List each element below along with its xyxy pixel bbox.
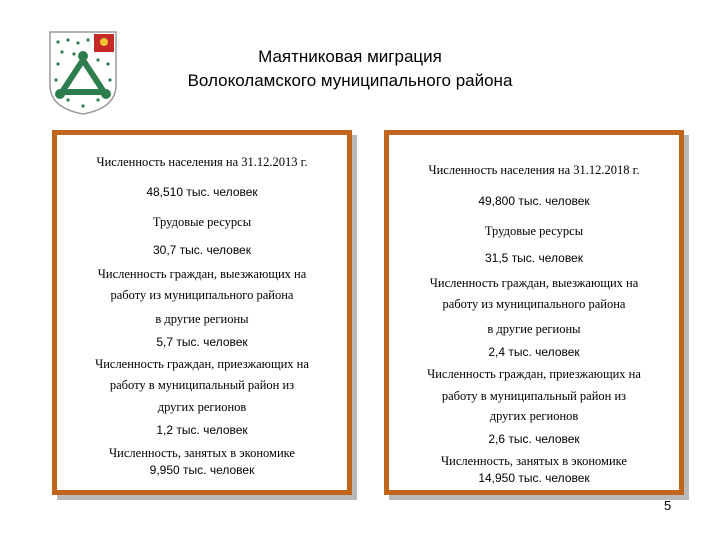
outbound-label-2: работу из муниципального района (110, 288, 294, 302)
inbound-value: 2,6 тыс. человек (488, 432, 580, 446)
stats-panel-2013 (52, 130, 352, 495)
labor-value: 31,5 тыс. человек (485, 251, 583, 265)
title-line-2: Волоколамского муниципального района (187, 71, 513, 90)
population-label: Численность населения на 31.12.2013 г. (96, 155, 308, 169)
outbound-value: 2,4 тыс. человек (488, 345, 580, 359)
employed-value: 14,950 тыс. человек (478, 471, 590, 485)
population-label: Численность населения на 31.12.2018 г. (428, 163, 640, 177)
outbound-label-2: работу из муниципального района (442, 297, 626, 311)
employed-label: Численность, занятых в экономике (109, 446, 295, 460)
outbound-label-3: в другие регионы (487, 322, 581, 336)
outbound-label-1: Численность граждан, выезжающих на (429, 276, 639, 290)
inbound-value: 1,2 тыс. человек (156, 423, 248, 437)
page-number: 5 (664, 498, 672, 513)
outbound-label-1: Численность граждан, выезжающих на (97, 267, 307, 281)
page-title (130, 45, 570, 93)
title-line-1: Маятниковая миграция (258, 47, 442, 66)
employed-label: Численность, занятых в экономике (441, 454, 627, 468)
coat-of-arms-emblem (48, 30, 118, 116)
inbound-label-1: Численность граждан, приезжающих на (95, 357, 309, 371)
population-value: 48,510 тыс. человек (146, 185, 258, 199)
outbound-value: 5,7 тыс. человек (156, 335, 248, 349)
inbound-label-3: других регионов (489, 409, 579, 423)
labor-label: Трудовые ресурсы (484, 224, 584, 238)
stats-panel-2018 (384, 130, 684, 495)
labor-value: 30,7 тыс. человек (153, 243, 251, 257)
population-value: 49,800 тыс. человек (478, 194, 590, 208)
inbound-label-2: работу в муниципальный район из (441, 389, 627, 403)
inbound-label-2: работу в муниципальный район из (109, 378, 295, 392)
labor-label: Трудовые ресурсы (152, 215, 252, 229)
outbound-label-3: в другие регионы (155, 312, 249, 326)
employed-value: 9,950 тыс. человек (149, 463, 255, 477)
inbound-label-3: других регионов (157, 400, 247, 414)
inbound-label-1: Численность граждан, приезжающих на (427, 367, 641, 381)
